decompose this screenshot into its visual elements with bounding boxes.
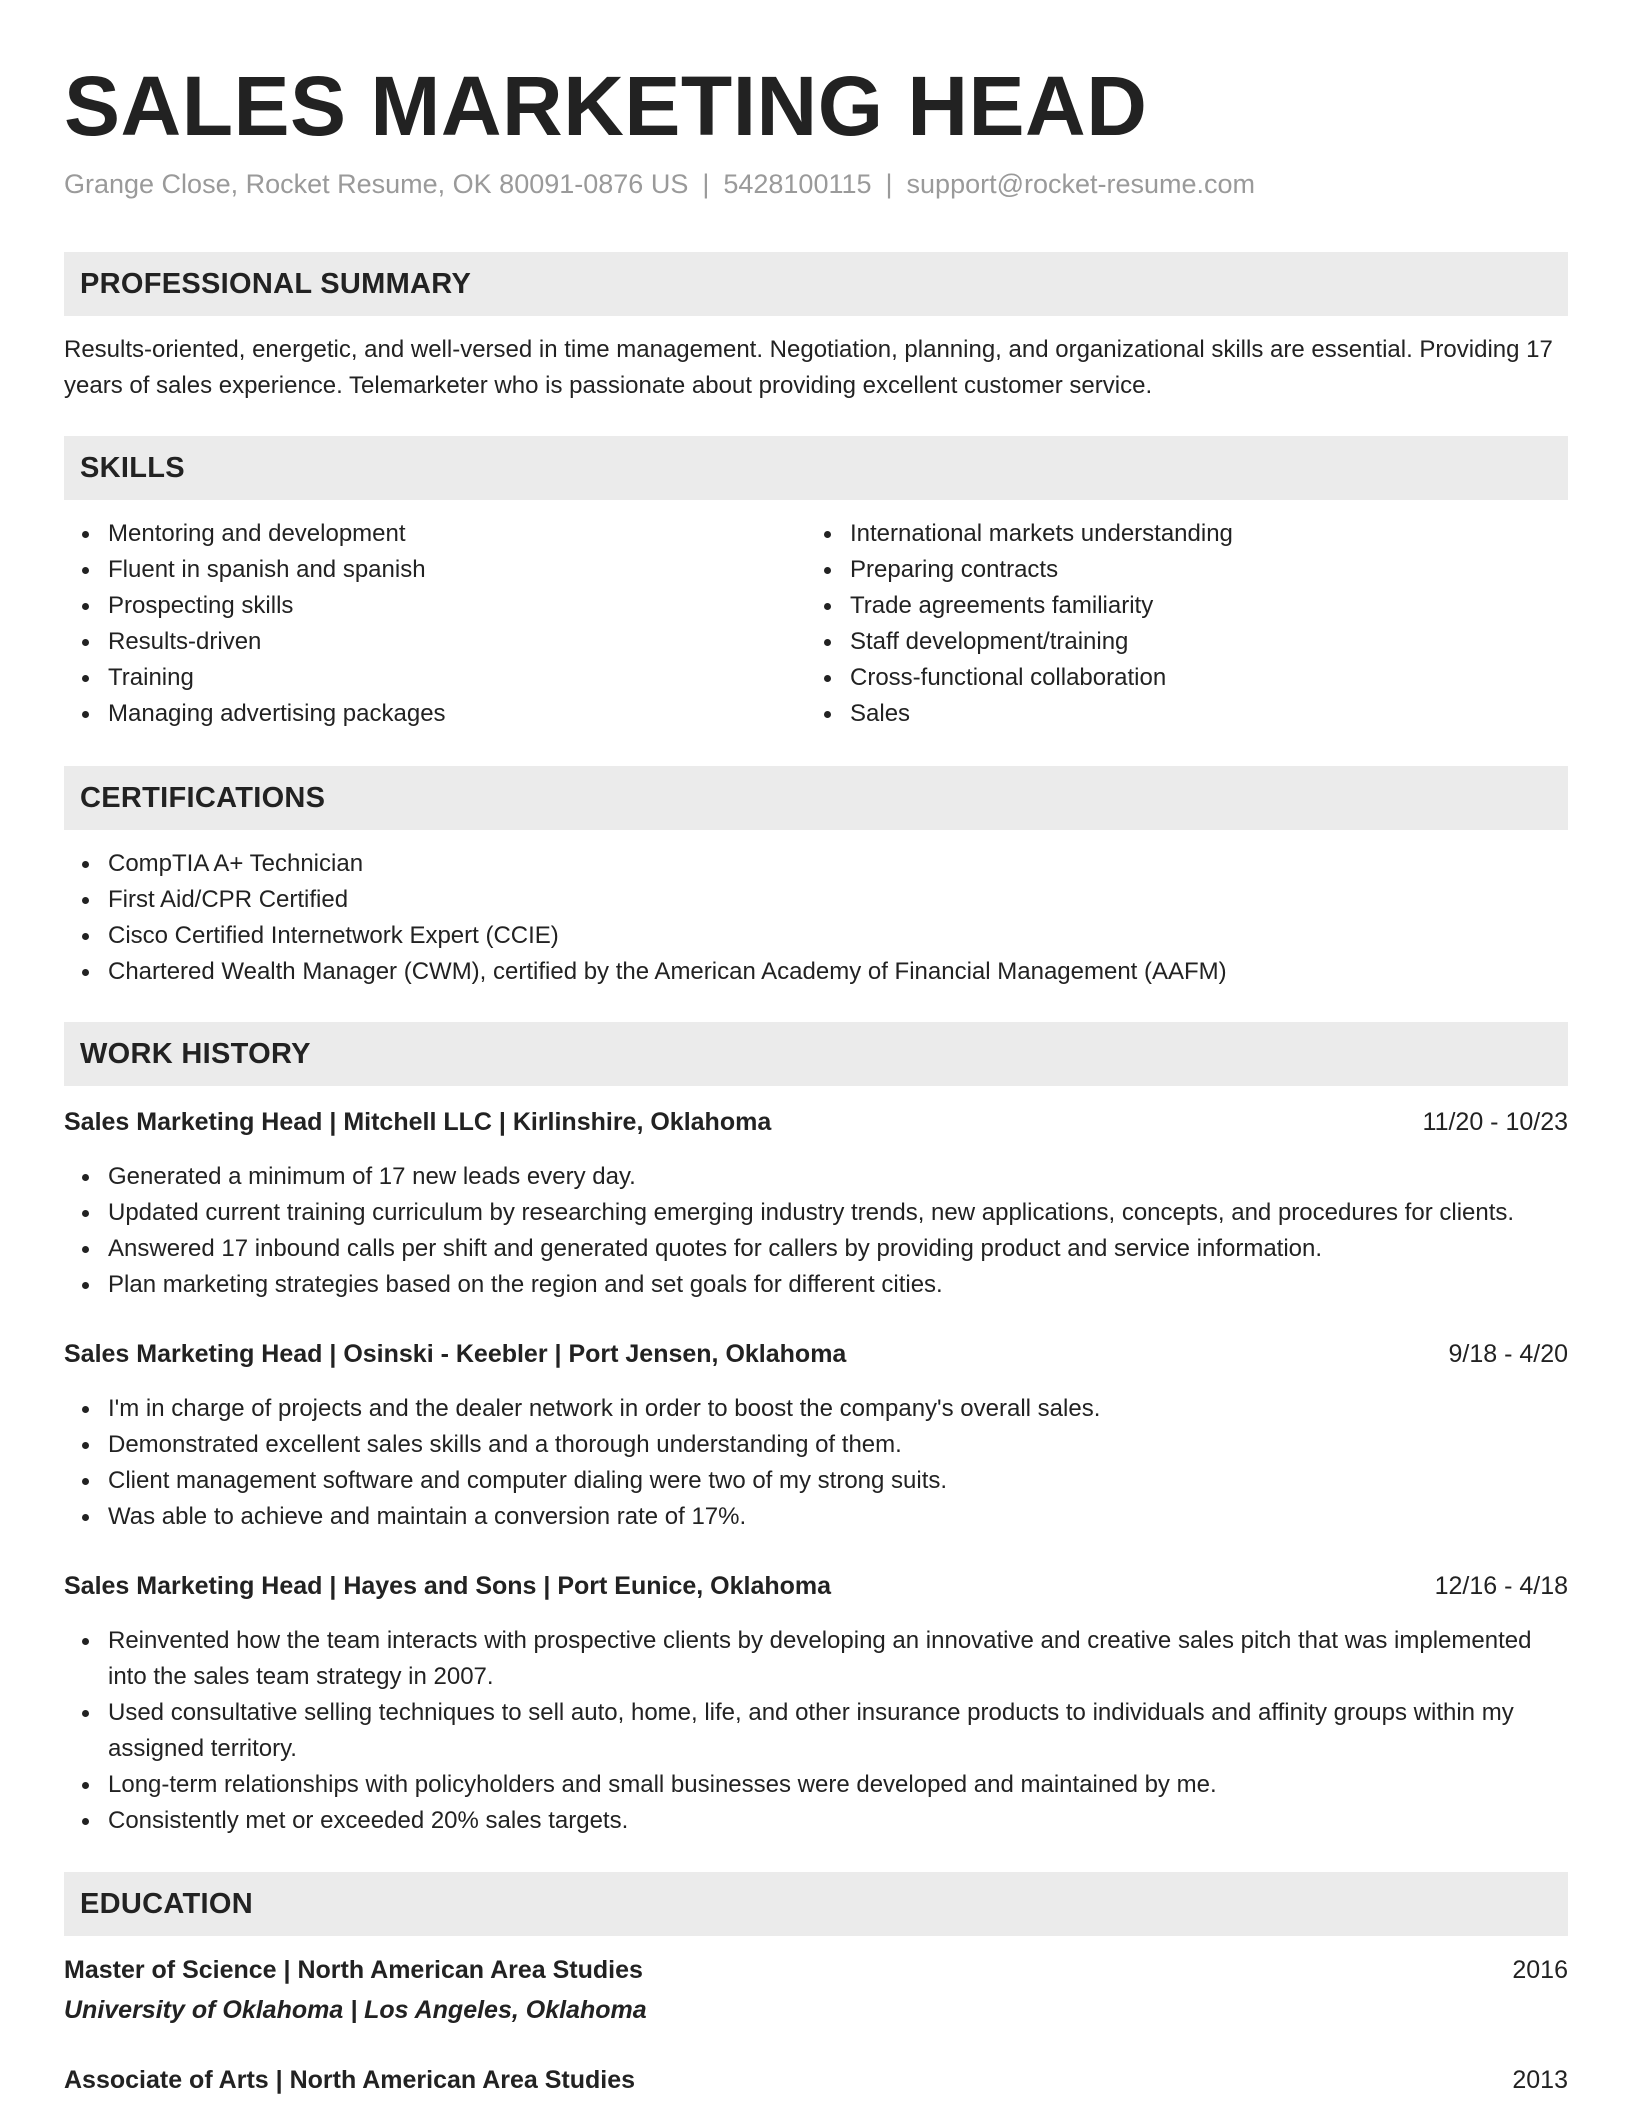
section-heading-work-history: WORK HISTORY (64, 1022, 1568, 1086)
skills-list-right (806, 516, 1550, 732)
skill-item: Trade agreements familiarity (850, 588, 1550, 624)
contact-email: support@rocket-resume.com (906, 169, 1256, 199)
skill-item: Fluent in spanish and spanish (108, 552, 808, 588)
education-degree: Associate of Arts | North American Area Studies (64, 2066, 636, 2094)
candidate-name: SALES MARKETING HEAD (64, 59, 1148, 153)
education-degree: Master of Science | North American Area Studies (64, 1956, 643, 1984)
job-dates: 9/18 - 4/20 (1448, 1340, 1568, 1368)
skill-item: Staff development/training (850, 624, 1550, 660)
job-bullet: Answered 17 inbound calls per shift and generated quotes for callers by providing product and service information. (108, 1231, 1568, 1267)
job-dates: 11/20 - 10/23 (1422, 1108, 1568, 1136)
job-dates: 12/16 - 4/18 (1434, 1572, 1568, 1600)
job-bullets (64, 1159, 1568, 1303)
education-school: University of Oklahoma | Los Angeles, Oklahoma (64, 1996, 647, 2024)
contact-phone: 5428100115 (723, 169, 872, 199)
job-title: Sales Marketing Head | Hayes and Sons | Port Eunice, Oklahoma (64, 1572, 832, 1600)
summary-text: Results-oriented, energetic, and well-versed in time management. Negotiation, planning, and organizational skills are essential. Providing 17 years of sales experience. Telemarketer who is passionate about providing excellent customer service. (64, 336, 1553, 399)
section-heading-skills: SKILLS (64, 436, 1568, 500)
skill-item: Cross-functional collaboration (850, 660, 1550, 696)
skill-item: Mentoring and development (108, 516, 808, 552)
job-bullet: Demonstrated excellent sales skills and a thorough understanding of them. (108, 1427, 1568, 1463)
section-heading-certifications: CERTIFICATIONS (64, 766, 1568, 830)
skill-item: Managing advertising packages (108, 696, 808, 732)
job-bullet: Reinvented how the team interacts with prospective clients by developing an innovative and creative sales pitch that was implemented into the sales team strategy in 2007. (108, 1623, 1568, 1695)
section-heading-summary: PROFESSIONAL SUMMARY (64, 252, 1568, 316)
job-bullet: Consistently met or exceeded 20% sales targets. (108, 1803, 1568, 1839)
contact-address: Grange Close, Rocket Resume, OK 80091-0876 US (64, 169, 689, 199)
job-title: Sales Marketing Head | Mitchell LLC | Kirlinshire, Oklahoma (64, 1108, 772, 1136)
skill-item: Preparing contracts (850, 552, 1550, 588)
contact-line (64, 166, 1255, 202)
certification-item: Chartered Wealth Manager (CWM), certified by the American Academy of Financial Management (AAFM) (108, 954, 1568, 990)
job-bullet: Was able to achieve and maintain a conversion rate of 17%. (108, 1499, 1568, 1535)
job-bullets (64, 1623, 1568, 1839)
certifications-list (64, 846, 1568, 990)
job-bullet: I'm in charge of projects and the dealer network in order to boost the company's overall sales. (108, 1391, 1568, 1427)
skill-item: International markets understanding (850, 516, 1550, 552)
education-year: 2013 (1512, 2066, 1568, 2094)
skill-item: Results-driven (108, 624, 808, 660)
certification-item: First Aid/CPR Certified (108, 882, 1568, 918)
job-title: Sales Marketing Head | Osinski - Keebler | Port Jensen, Oklahoma (64, 1340, 847, 1368)
skill-item: Sales (850, 696, 1550, 732)
education-year: 2016 (1512, 1956, 1568, 1984)
certification-item: CompTIA A+ Technician (108, 846, 1568, 882)
job-bullet: Long-term relationships with policyholders and small businesses were developed and maintained by me. (108, 1767, 1568, 1803)
contact-separator: | (702, 169, 710, 199)
contact-separator: | (885, 169, 893, 199)
certification-item: Cisco Certified Internetwork Expert (CCIE) (108, 918, 1568, 954)
job-bullets (64, 1391, 1568, 1535)
skill-item: Training (108, 660, 808, 696)
job-bullet: Client management software and computer dialing were two of my strong suits. (108, 1463, 1568, 1499)
skill-item: Prospecting skills (108, 588, 808, 624)
job-bullet: Updated current training curriculum by researching emerging industry trends, new applications, concepts, and procedures for clients. (108, 1195, 1568, 1231)
job-bullet: Used consultative selling techniques to sell auto, home, life, and other insurance products to individuals and affinity groups within my assigned territory. (108, 1695, 1568, 1767)
job-bullet: Generated a minimum of 17 new leads every day. (108, 1159, 1568, 1195)
section-heading-education: EDUCATION (64, 1872, 1568, 1936)
skills-list-left (64, 516, 808, 732)
job-bullet: Plan marketing strategies based on the region and set goals for different cities. (108, 1267, 1568, 1303)
